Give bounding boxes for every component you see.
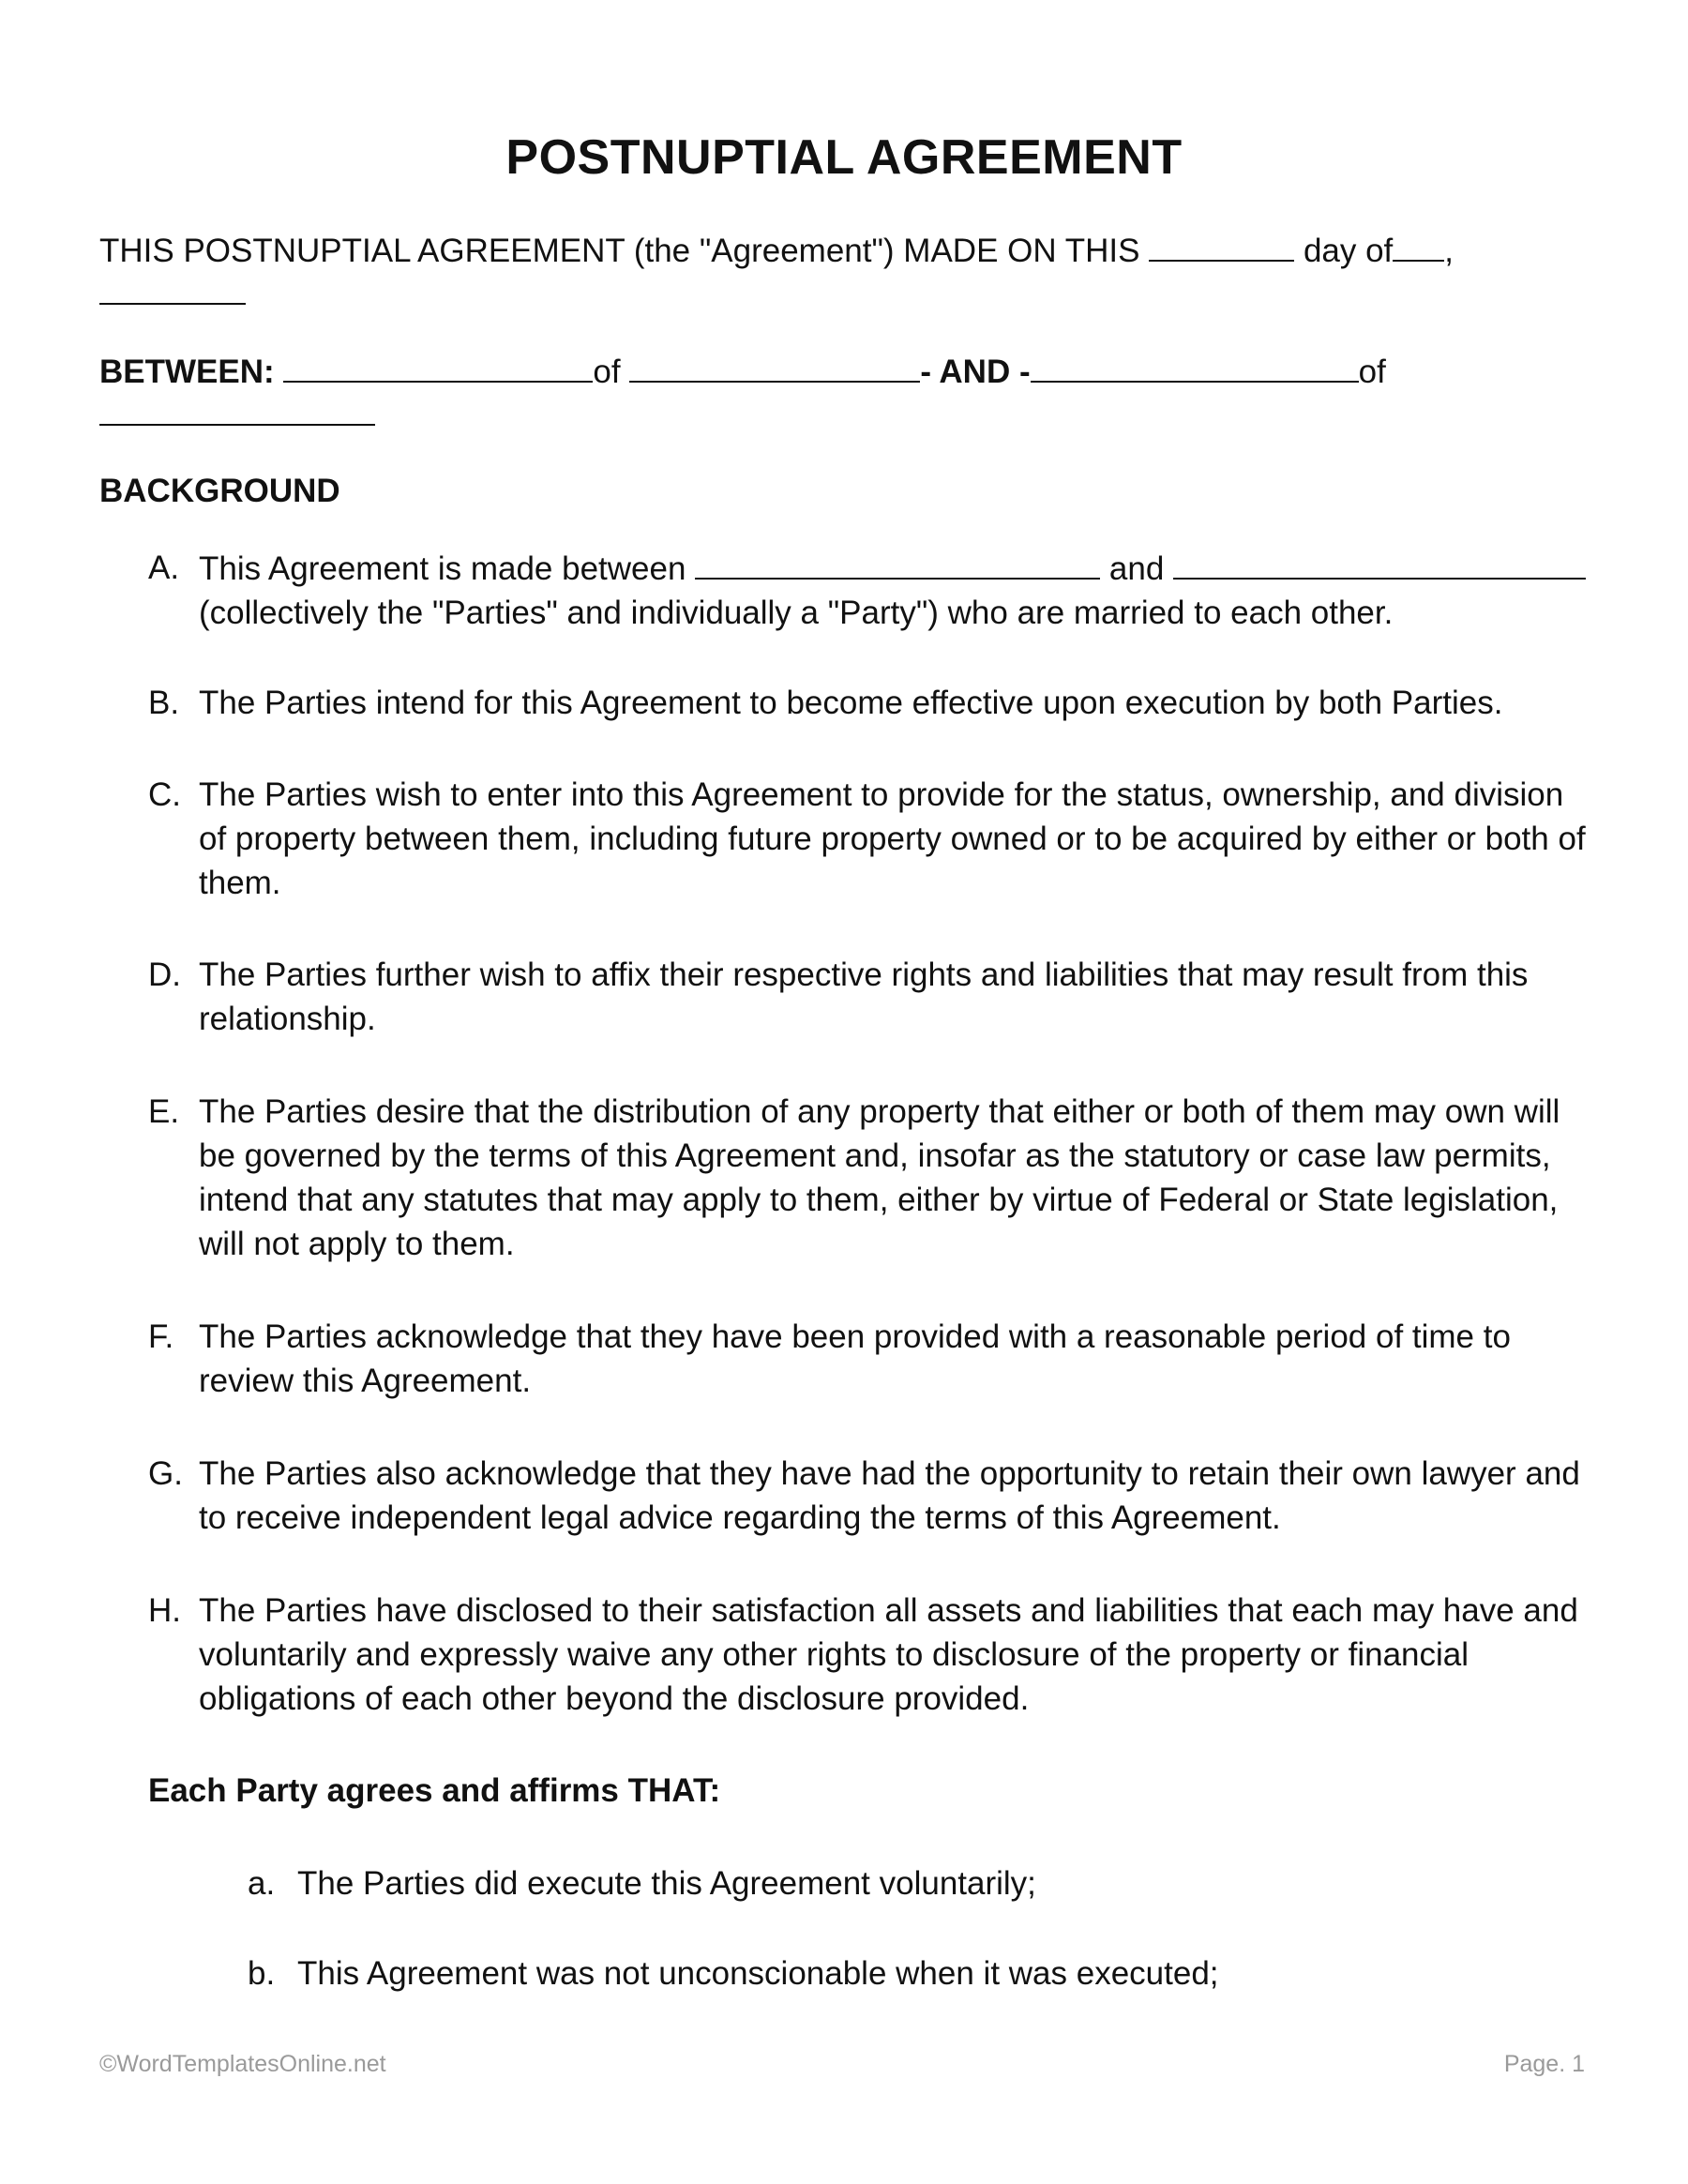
recital-text: The Parties desire that the distribution of any property that either or both of them may own will be governed by the terms of this Agreement and, insofar as the statutory or case law permits, intend that any statutes that may apply to them, either by virtue of Federal or State legislation, will not apply to them. [199, 1093, 1560, 1262]
footer-copyright: ©WordTemplatesOnline.net [99, 2051, 386, 2077]
affirm-heading: Each Party agrees and affirms THAT: [148, 1772, 721, 1809]
recital-letter: F. [148, 1318, 174, 1355]
recital-text: The Parties intend for this Agreement to become effective upon execution by both Parties. [199, 685, 1503, 721]
between-label: BETWEEN: [99, 354, 275, 390]
recital-letter: G. [148, 1455, 183, 1492]
between-line-2 [99, 392, 375, 437]
day-blank [1149, 228, 1294, 262]
recital-letter: A. [148, 550, 180, 586]
affirmation-letter: b. [248, 1955, 276, 1992]
recital-a-text-before: This Agreement is made between [199, 550, 686, 587]
between-line [99, 349, 1386, 394]
recital-text: The Parties also acknowledge that they have had the opportunity to retain their own lawyer and to receive independent legal advice regarding the terms of this Agreement. [199, 1455, 1580, 1536]
affirmation-letter: a. [248, 1865, 276, 1902]
year-blank [99, 271, 246, 305]
month-blank [1393, 228, 1444, 262]
between-of-2: of [1358, 354, 1386, 390]
recital-letter: B. [148, 685, 180, 721]
document-title: POSTNUPTIAL AGREEMENT [505, 130, 1183, 185]
intro-line [99, 228, 1454, 273]
recital-text [199, 546, 1596, 635]
recital-text: The Parties acknowledge that they have been provided with a reasonable period of time to review this Agreement. [199, 1318, 1511, 1399]
affirmation-text: The Parties did execute this Agreement voluntarily; [297, 1865, 1036, 1902]
party1-name-blank [283, 349, 593, 383]
background-heading: BACKGROUND [99, 473, 340, 509]
recital-a-and: and [1108, 550, 1165, 587]
party2-address-blank [99, 392, 375, 426]
recital-letter: C. [148, 776, 181, 813]
intro-comma: , [1444, 233, 1454, 269]
recital-text: The Parties have disclosed to their satisfaction all assets and liabilities that each may have and voluntarily and expressly waive any other rights to disclosure of the property or financial obligations of each other beyond the disclosure provided. [199, 1592, 1578, 1717]
party1-address-blank [629, 349, 920, 383]
recital-text: The Parties further wish to affix their respective rights and liabilities that may result from this relationship. [199, 956, 1529, 1037]
recital-a-text-after: (collectively the "Parties" and individually a "Party") who are married to each other. [199, 595, 1394, 631]
between-and: - AND - [920, 354, 1031, 390]
intro-day-text: day of [1303, 233, 1394, 269]
intro-line-2 [99, 271, 246, 316]
recital-letter: H. [148, 1592, 181, 1629]
between-of-1: of [593, 354, 621, 390]
spouse1-blank [695, 546, 1100, 580]
spouse2-blank [1173, 546, 1586, 580]
recital-letter: D. [148, 956, 181, 993]
recital-text: The Parties wish to enter into this Agreement to provide for the status, ownership, and division of property between them, including future property owned or to be acquired by either or both of them. [199, 776, 1586, 901]
intro-prefix: THIS POSTNUPTIAL AGREEMENT (the "Agreement") MADE ON THIS [99, 233, 1140, 269]
recital-letter: E. [148, 1093, 180, 1130]
party2-name-blank [1031, 349, 1359, 383]
footer-page-number: Page. 1 [1503, 2051, 1585, 2077]
affirmation-text: This Agreement was not unconscionable when it was executed; [297, 1955, 1219, 1992]
